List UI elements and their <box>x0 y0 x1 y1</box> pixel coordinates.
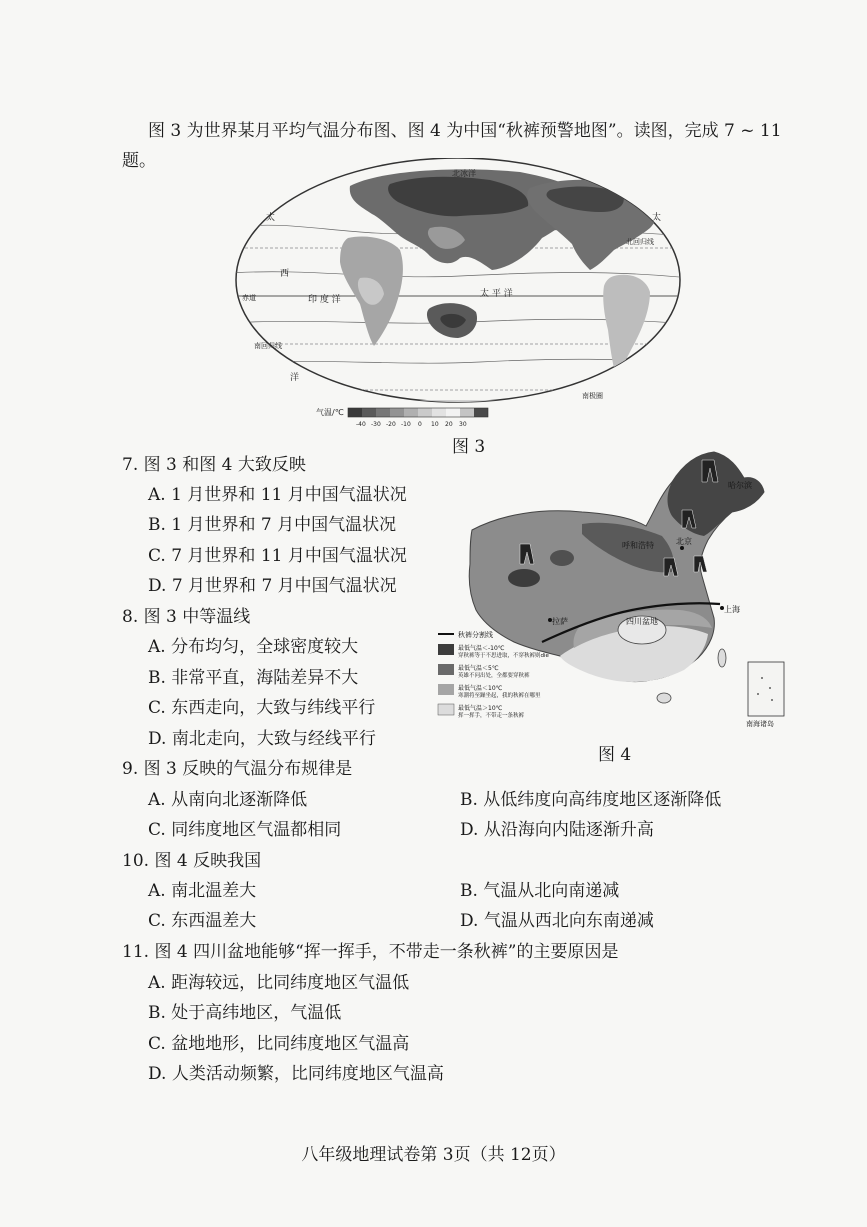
legend-sublabel: 寒潮将至躁坐起，我的秋裤在哪里 <box>458 693 541 699</box>
label-tropic-cancer: 北回归线 <box>626 238 654 246</box>
label-pacific-west: 太 <box>266 213 276 223</box>
legend-label: 最低气温＜10℃ <box>458 685 503 692</box>
question-7-option-a: A. 1 月世界和 11 月中国气温状况 <box>148 485 407 505</box>
fig3-legend <box>316 407 488 428</box>
label-indian-ocean: 印 度 洋 <box>308 295 341 305</box>
legend-label: 最低气温＜-10℃ <box>458 645 505 652</box>
label-arctic: 北冰洋 <box>452 169 476 178</box>
question-8-option-b: B. 非常平直，海陆差异不大 <box>148 668 359 688</box>
question-11-stem: 11. 图 4 四川盆地能够“挥一挥手，不带走一条秋裤”的主要原因是 <box>122 942 619 962</box>
legend-tick: -30 <box>371 421 381 428</box>
legend-title: 气温/℃ <box>316 408 344 417</box>
intro-line-2: 题。 <box>122 151 156 171</box>
question-8-stem: 8. 图 3 中等温线 <box>122 607 251 627</box>
city-harbin: 哈尔滨 <box>728 481 752 490</box>
figure-3-caption: 图 3 <box>452 437 486 457</box>
inset-label: 南海诸岛 <box>746 720 774 728</box>
question-10-option-b: B. 气温从北向南递减 <box>460 881 620 901</box>
legend-label: 最低气温＜5℃ <box>458 665 499 672</box>
question-9-option-b: B. 从低纬度向高纬度地区逐渐降低 <box>460 790 722 810</box>
question-8-option-c: C. 东西走向，大致与纬线平行 <box>148 698 376 718</box>
south-china-sea-inset <box>748 662 784 716</box>
label-equator: 赤道 <box>242 294 256 302</box>
label-tropic-capricorn: 南回归线 <box>254 342 282 350</box>
city-shanghai: 上海 <box>724 605 740 614</box>
question-11-option-a: A. 距海较远，比同纬度地区气温低 <box>148 973 410 993</box>
label-pacific-east: 太 <box>652 213 662 223</box>
question-10-option-c: C. 东西温差大 <box>148 911 257 931</box>
figure-4-caption: 图 4 <box>598 745 632 765</box>
legend-line-label: 秋裤分割线 <box>458 631 493 639</box>
question-7-stem: 7. 图 3 和图 4 大致反映 <box>122 455 306 475</box>
legend-tick: 30 <box>459 421 467 428</box>
legend-label: 最低气温＞10℃ <box>458 705 503 712</box>
legend-tick: 0 <box>418 421 422 428</box>
question-7-option-c: C. 7 月世界和 11 月中国气温状况 <box>148 546 407 566</box>
intro-line-1: 图 3 为世界某月平均气温分布图、图 4 为中国“秋裤预警地图”。读图，完成 7 ~ 11 <box>148 121 782 141</box>
question-8-option-d: D. 南北走向，大致与经线平行 <box>148 729 376 749</box>
legend-tick: 10 <box>431 421 439 428</box>
question-9-option-c: C. 同纬度地区气温都相同 <box>148 820 342 840</box>
question-11-option-b: B. 处于高纬地区，气温低 <box>148 1003 342 1023</box>
question-8-option-a: A. 分布均匀，全球密度较大 <box>148 637 359 657</box>
label-pacific: 太 平 洋 <box>480 289 513 299</box>
label-antarctic: 南极圈 <box>582 392 603 400</box>
question-11-option-d: D. 人类活动频繁，比同纬度地区气温高 <box>148 1064 444 1084</box>
label-yang: 洋 <box>290 373 300 383</box>
question-10-option-d: D. 气温从西北向东南递减 <box>460 911 654 931</box>
figure-4-china-map <box>432 448 792 738</box>
legend-sublabel: 英雄不问出处，全都要穿秋裤 <box>458 673 530 679</box>
question-9-option-d: D. 从沿海向内陆逐渐升高 <box>460 820 654 840</box>
city-beijing: 北京 <box>676 537 692 546</box>
legend-tick: -10 <box>401 421 411 428</box>
legend-tick: 20 <box>445 421 453 428</box>
city-sichuan: 四川盆地 <box>626 617 658 626</box>
question-9-option-a: A. 从南向北逐渐降低 <box>148 790 308 810</box>
legend-tick: -20 <box>386 421 396 428</box>
figure-3-world-map <box>230 158 690 430</box>
question-7-option-d: D. 7 月世界和 7 月中国气温状况 <box>148 576 397 596</box>
question-7-option-b: B. 1 月世界和 7 月中国气温状况 <box>148 515 397 535</box>
question-10-option-a: A. 南北温差大 <box>148 881 257 901</box>
legend-sublabel: 挥一挥手，不带走一条秋裤 <box>458 713 525 719</box>
city-hohhot: 呼和浩特 <box>622 541 654 550</box>
label-west: 西 <box>280 269 290 279</box>
question-11-option-c: C. 盆地地形，比同纬度地区气温高 <box>148 1034 410 1054</box>
legend-sublabel: 穿秋裤等于不思进取，不穿秋裤则die <box>458 653 549 659</box>
legend-tick: -40 <box>356 421 366 428</box>
question-9-stem: 9. 图 3 反映的气温分布规律是 <box>122 759 353 779</box>
city-lhasa: 拉萨 <box>552 617 568 626</box>
page-footer: 八年级地理试卷第 3页（共 12页） <box>301 1145 566 1165</box>
question-10-stem: 10. 图 4 反映我国 <box>122 851 262 871</box>
